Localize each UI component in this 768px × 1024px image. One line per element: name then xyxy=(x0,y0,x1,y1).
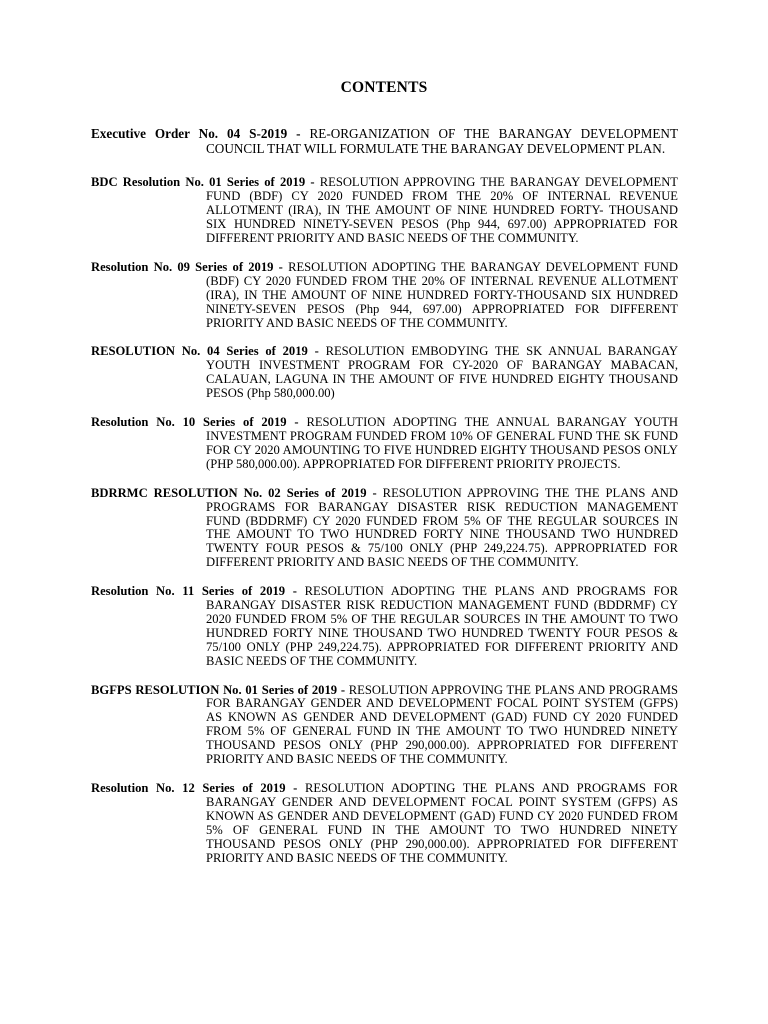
entry-text: RESOLUTION APPROVING THE THE PLANS AND PROGRAMS FOR BARANGAY DISASTER RISK REDUCTION MANAGEMENT FUND (BDDRMF) CY 2020 FUNDED FROM 5% OF THE REGULAR SOURCES IN THE AMOUNT TO TWO HUNDRED FORTY NINE THOUSAND TWO HUNDRED TWENTY FOUR PESOS & 75/100 ONLY (PHP 249,224.75). APPROPRIATED FOR DIFFERENT PRIORITY AND BASIC NEEDS OF THE COMMUNITY. xyxy=(206,485,678,570)
contents-entry xyxy=(91,782,678,865)
entry-text: RESOLUTION ADOPTING THE PLANS AND PROGRAMS FOR BARANGAY GENDER AND DEVELOPMENT FOCAL POINT SYSTEM (GFPS) AS KNOWN AS GENDER AND DEVELOPMENT (GAD) FUND CY 2020 FUNDED FROM 5% OF GENERAL FUND IN THE AMOUNT TO TWO HUNDRED NINETY THOUSAND PESOS ONLY (PHP 290,000.00). APPROPRIATED FOR DIFFERENT PRIORITY AND BASIC NEEDS OF THE COMMUNITY. xyxy=(206,781,679,865)
contents-entry xyxy=(91,416,678,472)
entry-text: RESOLUTION APPROVING THE PLANS AND PROGRAMS FOR BARANGAY GENDER AND DEVELOPMENT FOCAL POINT SYSTEM (GFPS) AS KNOWN AS GENDER AND DEVELOPMENT (GAD) FUND CY 2020 FUNDED FROM 5% OF GENERAL FUND IN THE AMOUNT TO TWO HUNDRED NINETY THOUSAND PESOS ONLY (PHP 290,000.00). APPROPRIATED FOR DIFFERENT PRIORITY AND BASIC NEEDS OF THE COMMUNITY. xyxy=(206,682,678,767)
contents-entry xyxy=(91,345,678,401)
entry-text: RE-ORGANIZATION OF THE BARANGAY DEVELOPMENT COUNCIL THAT WILL FORMULATE THE BARANGAY DEVELOPMENT PLAN. xyxy=(206,126,678,156)
entry-text: RESOLUTION ADOPTING THE BARANGAY DEVELOPMENT FUND (BDF) CY 2020 FUNDED FROM THE 20% OF INTERNAL REVENUE ALLOTMENT (IRA), IN THE AMOUNT OF NINE HUNDRED FORTY-THOUSAND SIX HUNDRED NINETY-SEVEN PESOS (Php 944, 697.00) APPROPRIATED FOR DIFFERENT PRIORITY AND BASIC NEEDS OF THE COMMUNITY. xyxy=(206,259,678,330)
entry-text: RESOLUTION APPROVING THE BARANGAY DEVELOPMENT FUND (BDF) CY 2020 FUNDED FROM THE 20% OF INTERNAL REVENUE ALLOTMENT (IRA), IN THE AMOUNT OF NINE HUNDRED FORTY- THOUSAND SIX HUNDRED NINETY-SEVEN PESOS (Php 944, 697.00) APPROPRIATED FOR DIFFERENT PRIORITY AND BASIC NEEDS OF THE COMMUNITY. xyxy=(206,175,678,245)
entry-text: RESOLUTION ADOPTING THE ANNUAL BARANGAY YOUTH INVESTMENT PROGRAM FUNDED FROM 10% OF GENERAL FUND THE SK FUND FOR CY 2020 AMOUNTING TO FIVE HUNDRED EIGHTY THOUSAND PESOS ONLY (PHP 580,000.00). APPROPRIATED FOR DIFFERENT PRIORITY PROJECTS. xyxy=(206,415,678,471)
entry-label: RESOLUTION No. 04 Series of 2019 - xyxy=(91,344,319,359)
contents-entry xyxy=(91,585,678,668)
entry-text: RESOLUTION ADOPTING THE PLANS AND PROGRAMS FOR BARANGAY DISASTER RISK REDUCTION MANAGEMENT FUND (BDDRMF) CY 2020 FUNDED FROM 5% OF THE REGULAR SOURCES IN THE AMOUNT TO TWO HUNDRED FORTY NINE THOUSAND TWO HUNDRED TWENTY FOUR PESOS & 75/100 ONLY (PHP 249,224.75). APPROPRIATED FOR DIFFERENT PRIORITY AND BASIC NEEDS OF THE COMMUNITY. xyxy=(206,584,678,668)
contents-entry xyxy=(91,684,678,767)
entry-label: Resolution No. 12 Series of 2019 - xyxy=(91,781,298,795)
entry-label: BGFPS RESOLUTION No. 01 Series of 2019 - xyxy=(91,682,346,697)
contents-list xyxy=(91,114,678,880)
entry-label: BDC Resolution No. 01 Series of 2019 - xyxy=(91,175,315,190)
entry-text: RESOLUTION EMBODYING THE SK ANNUAL BARANGAY YOUTH INVESTMENT PROGRAM FOR CY-2020 OF BARANGAY MABACAN, CALAUAN, LAGUNA IN THE AMOUNT OF FIVE HUNDRED EIGHTY THOUSAND PESOS (Php 580,000.00) xyxy=(206,344,678,401)
entry-label: Resolution No. 09 Series of 2019 - xyxy=(91,259,283,274)
contents-entry xyxy=(91,261,678,331)
entry-label: Resolution No. 10 Series of 2019 - xyxy=(91,415,299,430)
contents-entry xyxy=(91,127,678,156)
page-title: CONTENTS xyxy=(340,79,428,96)
contents-entry xyxy=(91,487,678,570)
entry-label: Resolution No. 11 Series of 2019 - xyxy=(91,584,297,599)
entry-label: BDRRMC RESOLUTION No. 02 Series of 2019 - xyxy=(91,485,377,500)
entry-label: Executive Order No. 04 S-2019 - xyxy=(91,126,301,142)
contents-entry xyxy=(91,176,678,246)
